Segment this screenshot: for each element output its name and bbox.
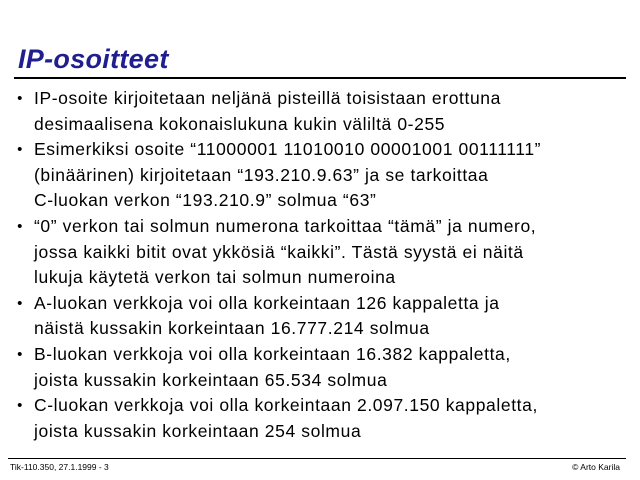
bullet-line: “0” verkon tai solmun numerona tarkoittaa “tämä” ja numero, (34, 215, 537, 236)
footer-divider (8, 458, 626, 459)
bullet-item-6 (14, 393, 626, 444)
bullet-line: lukuja käytetä verkon tai solmun numeroina (34, 267, 396, 288)
bullet-list (14, 86, 626, 444)
footer-course-date: Tik-110.350, 27.1.1999 - 3 (10, 462, 109, 472)
bullet-marker: • (17, 345, 23, 363)
bullet-line: joista kussakin korkeintaan 254 solmua (34, 420, 362, 441)
bullet-line: jossa kaikki bitit ovat ykkösiä “kaikki”. Tästä syystä ei näitä (34, 241, 524, 262)
bullet-line: C-luokan verkkoja voi olla korkeintaan 2.097.150 kappaletta, (34, 395, 538, 416)
bullet-item-4 (14, 291, 626, 342)
bullet-line: Esimerkiksi osoite “11000001 11010010 00001001 00111111” (34, 139, 542, 160)
bullet-line: A-luokan verkkoja voi olla korkeintaan 126 kappaletta ja (34, 292, 500, 313)
footer-copyright: © Arto Karila (572, 462, 620, 472)
bullet-marker: • (17, 141, 23, 159)
bullet-marker: • (17, 217, 23, 235)
bullet-item-1 (14, 86, 626, 137)
bullet-line: näistä kussakin korkeintaan 16.777.214 solmua (34, 318, 430, 339)
bullet-item-3 (14, 214, 626, 291)
bullet-line: B-luokan verkkoja voi olla korkeintaan 16.382 kappaletta, (34, 343, 511, 364)
bullet-marker: • (17, 294, 23, 312)
title-underline (14, 77, 626, 79)
bullet-item-5 (14, 342, 626, 393)
bullet-line: desimaalisena kokonaislukuna kukin väliltä 0-255 (34, 113, 446, 134)
bullet-line: (binäärinen) kirjoitetaan “193.210.9.63” ja se tarkoittaa (34, 164, 489, 185)
bullet-line: C-luokan verkon “193.210.9” solmua “63” (34, 190, 377, 211)
bullet-marker: • (17, 90, 23, 107)
bullet-line: IP-osoite kirjoitetaan neljänä pisteillä toisistaan erottuna (34, 88, 501, 108)
bullet-item-2 (14, 137, 626, 214)
bullet-line: joista kussakin korkeintaan 65.534 solmua (34, 369, 388, 390)
slide-title: IP-osoitteet (18, 44, 169, 74)
bullet-marker: • (17, 397, 23, 415)
